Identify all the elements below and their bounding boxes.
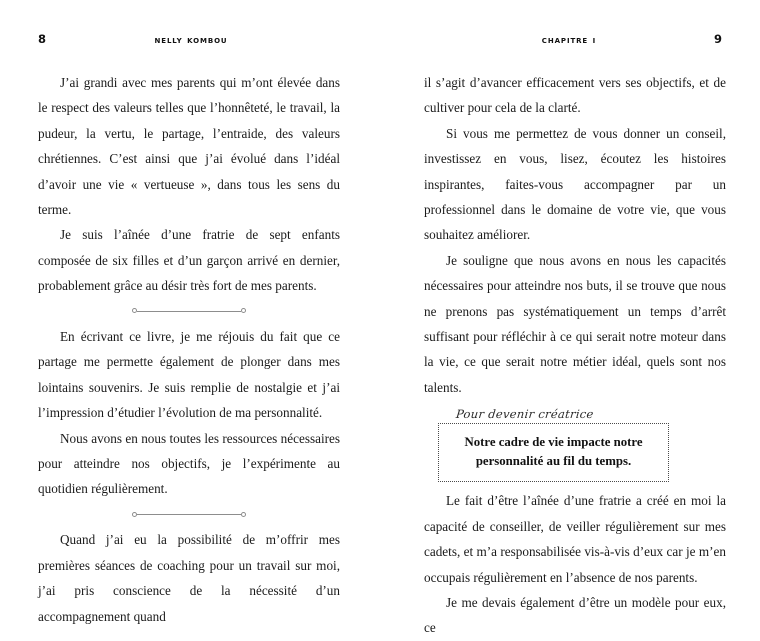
ornament-rule-icon — [137, 311, 241, 312]
callout — [424, 407, 726, 482]
paragraph: Je suis l’aînée d’une fratrie de sept enfants composée de six filles et d’un garçon arrivé en dernier, probablement grâce au désir très fort de mes parents. — [38, 227, 340, 294]
ornament-rule-icon — [137, 514, 241, 515]
section-ornament-divider — [38, 299, 340, 324]
paragraph: Si vous me permettez de vous donner un conseil, investissez en vous, lisez, écoutez les histoires inspirantes, faites-vous accompagner par un professionnel dans le domaine de votre vie, que vous souhaitez améliorer. — [424, 125, 726, 243]
callout-box — [438, 423, 669, 482]
page-number-left: 8 — [38, 32, 47, 47]
section-ornament-divider — [38, 502, 340, 527]
paragraph: Je me devais également d’être un modèle pour eux, ce — [424, 594, 726, 636]
callout-text: Notre cadre de vie impacte notre personnalité au fil du temps. — [464, 435, 643, 469]
paragraph: Je souligne que nous avons en nous les capacités nécessaires pour atteindre nos buts, il se trouve que nous ne prenons pas systématiquement un temps d’arrêt suffisant pour réfléchir à ce qui serait notre moteur dans la vie, ce que serait notre métier idéal, quels sont nos talents. — [424, 252, 726, 395]
paragraph: Le fait d’être l’aînée d’une fratrie a créé en moi la capacité de conseiller, de veiller régulièrement sur mes cadets, et m’a responsabilisée vis-à-vis d’eux car je m’en occupais régulièrement en l’absence de nos parents. — [424, 493, 726, 585]
right-page — [380, 0, 760, 636]
paragraph: En écrivant ce livre, je me réjouis du fait que ce partage me permette également de plonger dans mes lointains souvenirs. Je suis remplie de nostalgie et j’ai l’impression d’étudier l’évolution de ma personnalité. — [38, 329, 340, 421]
callout-script-label: Pour devenir créatrice — [455, 407, 595, 422]
running-title-author: nelly kombou — [154, 33, 228, 46]
left-page-running-head — [0, 32, 380, 48]
paragraph: Quand j’ai eu la possibilité de m’offrir mes premières séances de coaching pour un travail sur moi, j’ai pris conscience de la nécessité d’un accompagnement quand — [38, 532, 340, 624]
left-page-text-block — [38, 70, 340, 629]
paragraph: J’ai grandi avec mes parents qui m’ont élevée dans le respect des valeurs telles que l’honnêteté, le travail, la pudeur, la vertu, le partage, l’entraide, des valeurs chrétiennes. C’est ainsi que j’ai évolué dans l’idéal d’avoir une vie « vertueuse », dans tous les sens du terme. — [38, 75, 340, 218]
page-number-right: 9 — [713, 32, 722, 47]
running-title-chapter: chapitre i — [541, 33, 597, 46]
paragraph: Nous avons en nous toutes les ressources nécessaires pour atteindre nos objectifs, je l’expérimente au quotidien régulièrement. — [38, 430, 340, 497]
left-page — [0, 0, 380, 624]
right-page-text-block — [424, 70, 726, 641]
right-page-running-head — [380, 32, 760, 48]
paragraph-continuation: il s’agit d’avancer efficacement vers ses objectifs, et de cultiver pour cela de la clarté. — [424, 75, 726, 116]
